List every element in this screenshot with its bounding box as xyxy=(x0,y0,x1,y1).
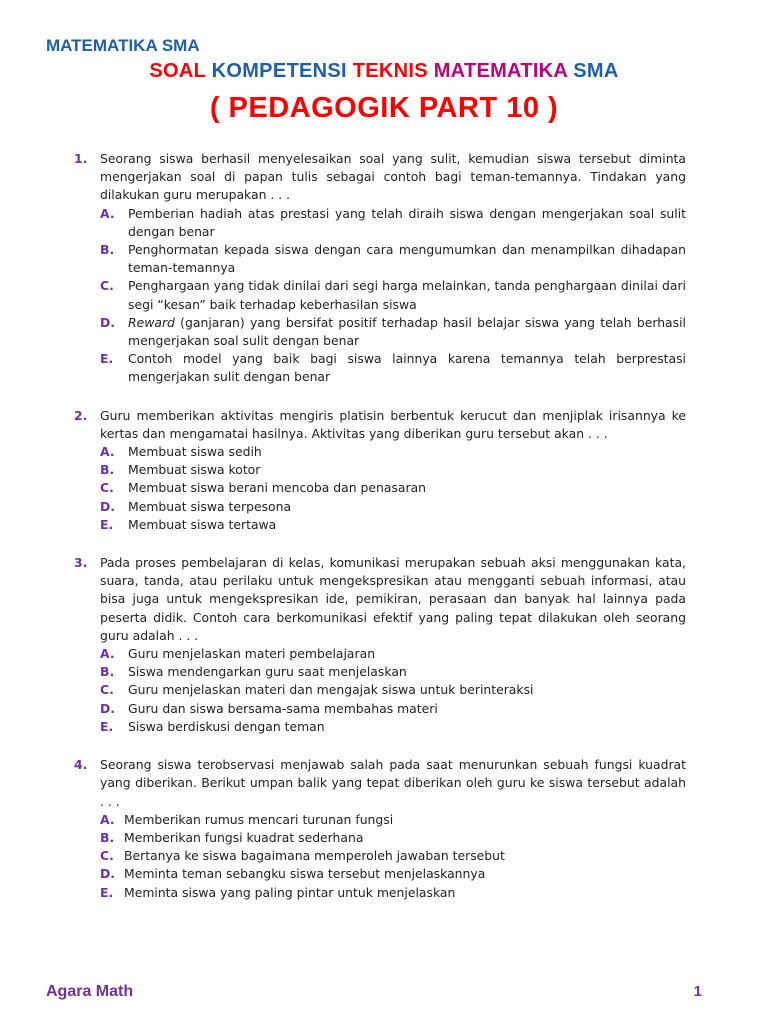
answer-option xyxy=(100,829,686,847)
option-text: Meminta siswa yang paling pintar untuk menjelaskan xyxy=(124,884,456,900)
question-number: 3. xyxy=(74,555,88,571)
question-text: Pada proses pembelajaran di kelas, komunikasi merupakan sebuah aksi menggunakan kata, suara, tanda, atau perilaku untuk mengekspresikan atau mengganti sebuah informasi, atau bisa juga untuk mengekspresikan ide, pemikiran, perasaan dan banyak hal lainnya pada peserta didik. Contoh cara berkomunikasi efektif yang paling tepat dilakukan oleh seorang guru adalah . . . xyxy=(100,555,686,643)
answer-option xyxy=(100,350,686,386)
option-text: Membuat siswa berani mencoba dan penasaran xyxy=(128,480,427,496)
title-part: KOMPETENSI xyxy=(211,60,353,82)
answer-option xyxy=(100,205,686,241)
answer-option xyxy=(100,865,686,883)
answer-option xyxy=(100,700,686,718)
option-text: Pemberian hadiah atas prestasi yang telah diraih siswa dengan mengerjakan soal sulit dengan benar xyxy=(128,205,686,239)
answer-option xyxy=(100,847,686,865)
option-text: Siswa berdiskusi dengan teman xyxy=(128,718,325,734)
option-text: Membuat siswa terpesona xyxy=(128,498,292,514)
question-item xyxy=(74,554,686,736)
answer-option xyxy=(100,241,686,277)
option-text: Membuat siswa kotor xyxy=(128,462,261,478)
question-item xyxy=(74,756,686,902)
option-text xyxy=(128,314,686,350)
option-italic-term: Reward xyxy=(128,314,175,330)
option-letter: E. xyxy=(100,884,114,900)
option-letter: B. xyxy=(100,242,115,258)
answer-option xyxy=(100,718,686,736)
option-text: Guru menjelaskan materi dan mengajak siswa untuk berinteraksi xyxy=(128,682,534,698)
question-text: Seorang siswa terobservasi menjawab salah pada saat menurunkan sebuah fungsi kuadrat yang diberikan. Berikut umpan balik yang tepat diberikan oleh guru ke siswa tersebut adalah . . . xyxy=(100,757,686,809)
option-text-rest: (ganjaran) yang bersifat positif terhadap hasil belajar siswa yang telah berhasil mengerjakan soal sulit dengan benar xyxy=(128,314,686,349)
option-text: Memberikan rumus mencari turunan fungsi xyxy=(124,811,394,827)
option-letter: D. xyxy=(100,866,115,882)
document-subtitle: ( PEDAGOGIK PART 10 ) xyxy=(209,92,559,124)
option-text: Guru menjelaskan materi pembelajaran xyxy=(128,646,376,662)
option-letter: E. xyxy=(100,516,114,532)
option-letter: C. xyxy=(100,480,114,496)
option-letter: A. xyxy=(100,646,115,662)
question-item xyxy=(74,407,686,534)
question-list xyxy=(74,150,686,922)
option-text: Membuat siswa tertawa xyxy=(128,516,277,532)
option-text: Guru dan siswa bersama-sama membahas materi xyxy=(128,700,438,716)
header-brand: MATEMATIKA SMA xyxy=(46,36,200,55)
answer-option xyxy=(100,479,686,497)
answer-option xyxy=(100,314,686,350)
title-part: SMA xyxy=(573,60,619,82)
option-letter: B. xyxy=(100,664,115,680)
question-number: 4. xyxy=(74,757,88,773)
document-title xyxy=(0,60,768,83)
answer-option xyxy=(100,811,686,829)
option-letter: A. xyxy=(100,811,115,827)
option-text: Siswa mendengarkan guru saat menjelaskan xyxy=(128,664,407,680)
answer-option xyxy=(100,498,686,516)
answer-option xyxy=(100,681,686,699)
title-part: TEKNIS xyxy=(352,60,434,82)
option-text: Penghargaan yang tidak dinilai dari segi harga melainkan, tanda penghargaan dinilai dari segi “kesan” baik terhadap keberhasilan siswa xyxy=(128,278,686,312)
question-number: 1. xyxy=(74,151,88,166)
question-text: Guru memberikan aktivitas mengiris platisin berbentuk kerucut dan menjiplak irisannya ke kertas dan mengamatai hasilnya. Aktivitas yang diberikan guru tersebut akan . . . xyxy=(100,407,686,441)
page-number: 1 xyxy=(693,983,702,1000)
option-letter: A. xyxy=(100,444,115,460)
title-part: MATEMATIKA xyxy=(433,60,574,82)
option-letter: C. xyxy=(100,278,114,294)
option-text: Meminta teman sebangku siswa tersebut menjelaskannya xyxy=(124,866,486,882)
answer-option xyxy=(100,663,686,681)
option-text: Memberikan fungsi kuadrat sederhana xyxy=(124,829,364,845)
question-text: Seorang siswa berhasil menyelesaikan soal yang sulit, kemudian siswa tersebut diminta mengerjakan soal di papan tulis sebagai contoh bagi teman-temannya. Tindakan yang dilakukan guru merupakan . . . xyxy=(100,151,686,203)
answer-option xyxy=(100,461,686,479)
option-letter: D. xyxy=(100,700,115,716)
option-letter: D. xyxy=(100,314,115,330)
answer-option xyxy=(100,277,686,313)
question-item xyxy=(74,150,686,387)
option-text: Contoh model yang baik bagi siswa lainnya karena temannya telah berprestasi mengerjakan sulit dengan benar xyxy=(128,351,686,385)
option-letter: E. xyxy=(100,351,114,367)
option-text: Membuat siswa sedih xyxy=(128,444,262,460)
title-part: SOAL xyxy=(149,60,212,82)
answer-option xyxy=(100,645,686,663)
option-letter: D. xyxy=(100,498,115,514)
answer-option xyxy=(100,516,686,534)
option-text: Bertanya ke siswa bagaimana memperoleh jawaban tersebut xyxy=(124,848,505,864)
option-letter: E. xyxy=(100,718,114,734)
option-letter: B. xyxy=(100,462,115,478)
footer-brand: Agara Math xyxy=(46,983,134,1000)
answer-option xyxy=(100,884,686,902)
option-letter: C. xyxy=(100,682,114,698)
option-letter: B. xyxy=(100,829,115,845)
answer-option xyxy=(100,443,686,461)
option-text: Penghormatan kepada siswa dengan cara mengumumkan dan menampilkan dihadapan teman-temannya xyxy=(128,242,686,276)
option-letter: C. xyxy=(100,848,114,864)
question-number: 2. xyxy=(74,407,88,423)
option-letter: A. xyxy=(100,205,115,221)
